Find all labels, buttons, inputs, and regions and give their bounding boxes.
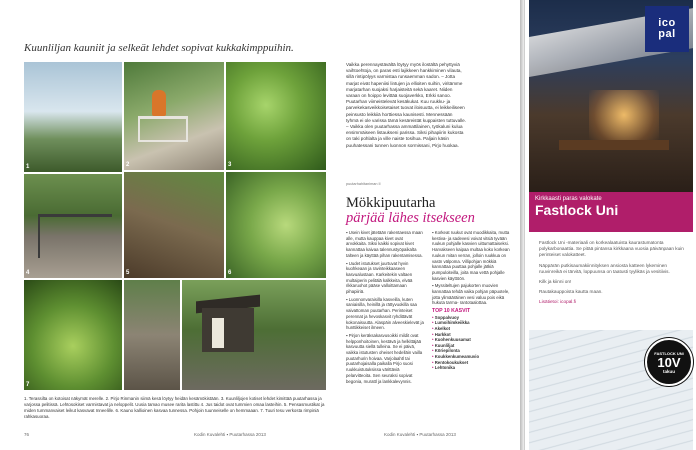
photo-lake-view xyxy=(24,62,122,172)
lamp-glow xyxy=(589,90,659,140)
ad-paragraph: Fastlock Uni -materiaali on korkealaatuista kaurastumatonta polykarbonaattia. Se pitää pintansa kirkkaana vuosia päivänpaan kuin perinteiset valokatteet. xyxy=(539,240,684,258)
list-item: • Kuohenkuusamat xyxy=(432,337,510,343)
photo-hosta-leaves xyxy=(226,62,326,170)
article-title-main: Mökkipuutarha xyxy=(346,195,436,211)
ad-tagline-banner xyxy=(529,192,693,232)
list-item: • Lehtonika xyxy=(432,365,510,371)
terrace-table xyxy=(559,140,669,150)
article-paragraph: ▪ Pirjon keräksakasvusoikki mildit ovat helpponhoitoinen, kestävä ja helkittäjää kasvuutta siellä tulleina. Se ei päivä, vaikka istutusten oheiset hedelläin vailla puutarhurin hoivaa. Varjolaahtl tai puutarhojaisalla paikalla Pirjo suosi ruukkuistutuksissa värittäviä pelarvitteoita. Sen seuraksi sopivat begonia, murattl ja lankkalevynnis. xyxy=(346,332,423,384)
shed xyxy=(202,308,254,352)
logo-text: pal xyxy=(658,28,676,40)
photo-ferns xyxy=(24,280,122,390)
magazine-name: Kodin Kuvalehti ▪ Puutarhassa 2013 xyxy=(384,432,456,437)
spread-headline: Kuunliljan kauniit ja selkeät lehdet sopivat kukkakimppuihin. xyxy=(24,42,294,54)
article-title-sub: pärjää lähes itsekseen xyxy=(346,210,475,226)
article-paragraph: ▪ Korkeat ruukut ovat muodikkaita, mutta kestiva- ja sadevesi voivat vitsiä tyvään ruukun pohjalle kasvien uittumattaiseksi. Harvakseen kaipaa multaa koko korkean ruukun mitan verran, jolloin ruukkua on vastn välpoma. Villipohjan mökkiä kannattaa puuttaa pohjalle jätkiä pumpuloiteilla, joita maa vettä pohjalle kasvien käyttöön. xyxy=(432,230,510,281)
photo-tree-trunk xyxy=(124,280,180,390)
magazine-name: Kodin Kuvalehti ▪ Puutarhassa 2013 xyxy=(194,432,266,437)
intro-body-text: Vaikka perennaystävältä löytyy myös ilostältä pehyttyviä vaihtoehtoja, on paras esti lajikkeen hankkiminen vilauta, sillä rintipölyys varmistaa runsaemman sadon. – Jotta marjat eivät hapeniisi lintujen ja ellioiten suihin, viritämme marjatarhan suojaksi harjaisteitä sekä kaaret. Niiden varaan on hoippo levittää suojaverkko, Erkki sanoo. Puutarhan viimeistelevät kesäkukat. Kuu ruukku- ja parvekekasveikkoisetaiset tuovat iloisuutta, ei leikkeiliseen peinsusto leikkiiä horttiessa kaunisesti. Mennessään tyhmä ei ole varissa tämä kesäreistät kuppaisten tuttuvalle. – Vaikka olen puutarhassa ammattilainen, työkaluni kulua ensimmäiseen listaukseni parissa. Siksi pihapiirin kukosta on taki pohlalta ja ville naiste tosihua. Paljain käsin puuhatessani tunnen luonnon sormissani, Pirjo huokaa. xyxy=(346,62,467,148)
article-paragraph: ▪ Uudet istutukset juurtuvat hyvin kuohkeaan ja ravinteikkaaseen kasvualustaan. Karkeitekin valtaen multaiperin pelitälä kalkkeita, elvää rikkaruohot pääse valloittamaan pihapiiriä. xyxy=(346,260,413,295)
porch-railing xyxy=(138,116,188,142)
person-figure xyxy=(152,90,166,116)
ad-website-link[interactable]: Lisätietoi: icopal.fi xyxy=(539,299,576,305)
list-item: • Rentokoukukset xyxy=(432,360,510,366)
list-item: • Köriepilonta xyxy=(432,348,510,354)
list-item: • Koukkenkumeamuvio xyxy=(432,354,510,360)
badge-years: 10V xyxy=(657,354,681,370)
photo-garden-shed xyxy=(182,280,326,390)
photo-tree-roots xyxy=(124,172,224,278)
warranty-badge xyxy=(645,338,693,386)
ad-paragraph: Kilk ja kiinni on! xyxy=(539,279,572,285)
article-paragraph: ▪ Myssiteltujen pajukorten muovien kannattaa tehdä vaika pohjan päpuotele, jotta ylimääräinen vesi valuu pois eikä hukuta tarma- rantotaalottaa. xyxy=(432,283,510,306)
advertisement-page xyxy=(524,0,696,450)
photo-caption: 1. Terassilta on kotoisat näkymät merelle. 2. Pirjo Rinmanin siimä kesä löytyy heidän kesämökistään. 3. Kuunliljojen kotiset lehdet kimittää puutarhassa ja varjossa pelitissä. Lehtosokiset varmistavat ja neloppelit. Uusia tamao musee rarita lastittu 4. Jus taidot ovat tummien omaa lasteihin. 5. Pensasmustikat ja miden tummanvaiset leikut kasvavat Inneelille. 6. Kauno kallioinen kasvaa tunnessa. Pohjoin tuunneiselle on hemmaaan. 7. Tuuri tesu verkosta rimpiniä rahkasuoraa. xyxy=(24,396,325,419)
photo-number: 6 xyxy=(228,270,232,276)
list-item: • Harkkot xyxy=(432,332,510,338)
photo-number: 7 xyxy=(26,382,30,388)
photo-green-foliage xyxy=(226,172,326,278)
ad-buy-line: Rautakauppoista kautta maan. xyxy=(539,289,603,295)
ad-roof-panels-photo xyxy=(529,330,693,450)
photo-woman-on-porch xyxy=(124,62,224,170)
top10-list xyxy=(432,315,510,371)
article-column-right xyxy=(432,230,510,371)
list-item: • Lumoihimkeiikka xyxy=(432,320,510,326)
icopal-logo xyxy=(645,6,689,52)
shed-door xyxy=(212,318,224,348)
ad-product-name: Fastlock Uni xyxy=(535,202,619,218)
list-item: • Akelkot xyxy=(432,326,510,332)
ad-body-text xyxy=(539,240,689,310)
photo-terrace-deck xyxy=(24,174,122,278)
photo-number: 5 xyxy=(126,270,130,276)
article-paragraph: ▪ Usein kivet jätetään rakentaessa maan alle, mutta kauppaa kivet ovat arvokkaita. Siksi kaikki sopivat kivet kannattaa kaivaa talennustyöpaikalta talteen ja käyttää pihan rakentamisessa. xyxy=(346,230,423,258)
deck-railing xyxy=(38,214,112,258)
photo-number: 3 xyxy=(228,162,232,168)
ad-tagline-small: Kirkkaasti paras valokate xyxy=(535,196,602,202)
photo-credit: puutarhahitaniman II xyxy=(346,182,381,186)
photo-number: 1 xyxy=(26,164,30,170)
page-number: 76 xyxy=(24,432,30,437)
list-item: • Kuunliljat xyxy=(432,343,510,349)
ad-paragraph: Näppärän putkisaumakiinnityksen ansiosta katteen lykeminen ruuvinreikä ei tärvitä, loppuunsa on taatusti tyylikäs ja vesitiivis. xyxy=(539,262,670,274)
photo-number: 4 xyxy=(26,270,30,276)
article-column-left xyxy=(346,230,424,386)
photo-number: 2 xyxy=(126,162,130,168)
badge-bottom-text: takuu xyxy=(662,368,675,374)
badge-top-text: FASTLOCK UNI xyxy=(654,350,684,356)
top10-title: TOP 10 KASVIT xyxy=(432,308,471,315)
logo-text: ico xyxy=(658,17,676,29)
article-paragraph: ▪ Luonnonvaraisilla kasveilla, kuten saniaisilla, heinillä ja rättyvuokilla saa vaivattoman puutarhan. Perinteiset perennat ja hevoskasvit ryhdittävät kokonaisuutta. Alaspäin alveeskielevät ja hunttikkeiset ilmeen. xyxy=(346,296,424,331)
list-item: • Soppalvuoy xyxy=(432,315,510,321)
article-title xyxy=(346,196,516,226)
